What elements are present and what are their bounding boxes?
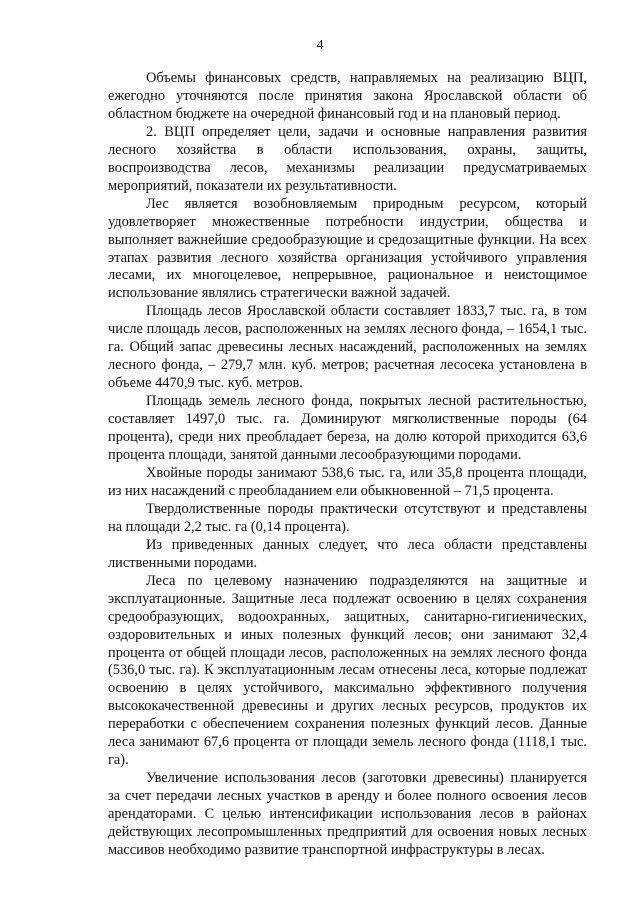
paragraph-usage-increase: Увеличение использования лесов (заготовки древесины) планируется за счет передачи лесных участков в аренду и более полного освоения лесов арендаторами. С целью интенсификации использования лесов в районах действующих лесопромышленных предприятий для освоения новых лесных массивов необходимо развитие транспортной инфраструктуры в лесах.: [108, 770, 587, 858]
paragraph-forest-fund-cover: Площадь земель лесного фонда, покрытых лесной растительностью, составляет 1497,0 тыс. га. Доминируют мягколиственные породы (64 процента), среди них преобладает береза, на долю которой приходится 63,6 процента площади, занятой данными лесообразующими породами.: [108, 393, 587, 464]
paragraph-forest-resource: Лес является возобновляемым природным ресурсом, который удовлетворяет множественные потребности индустрии, общества и выполняет важнейшие средообразующие и средозащитные функции. На всех этапах развития лесного хозяйства организация устойчивого управления лесами, их многоцелевое, непрерывное, рациональное и неистощимое использование являлись стратегически важной задачей.: [108, 195, 587, 302]
page-number: 4: [316, 38, 324, 53]
paragraph-conifers: Хвойные породы занимают 538,6 тыс. га, или 35,8 процента площади, из них насаждений с преобладанием ели обыкновенной – 71,5 процента.: [108, 464, 587, 499]
paragraph-forest-purpose: Леса по целевому назначению подразделяются на защитные и эксплуатационные. Защитные леса подлежат освоению в целях сохранения средообразующих, водоохранных, защитных, санитарно-гигиенических, оздоровительных и иных полезных функций лесов; они занимают 32,4 процента от общей площади лесов, расположенных на землях лесного фонда (536,0 тыс. га). К эксплуатационным лесам отнесены леса, которые подлежат освоению в целях устойчивого, максимально эффективного получения высококачественной древесины и других лесных ресурсов, продуктов их переработки с обеспечением сохранения полезных функций лесов. Данные леса занимают 67,6 процента от площади земель лесного фонда (1118,1 тыс. га).: [108, 572, 587, 769]
paragraph-forest-area: Площадь лесов Ярославской области составляет 1833,7 тыс. га, в том числе площадь лесов, расположенных на землях лесного фонда, – 1654,1 тыс. га. Общий запас древесины лесных насаждений, расположенных на землях лесного фонда, – 279,7 млн. куб. метров; расчетная лесосека установлена в объеме 4470,9 тыс. куб. метров.: [108, 303, 587, 392]
paragraph-conclusion: Из приведенных данных следует, что леса области представлены лиственными породами.: [108, 536, 587, 571]
paragraph-funding: Объемы финансовых средств, направляемых на реализацию ВЦП, ежегодно уточняются после принятия закона Ярославской области об областном бюджете на очередной финансовый год и на плановый период.: [108, 70, 587, 122]
paragraph-hardwoods: Твердолиственные породы практически отсутствуют и представлены на площади 2,2 тыс. га (0,14 процента).: [108, 500, 587, 535]
paragraph-goals: 2. ВЦП определяет цели, задачи и основные направления развития лесного хозяйства в области использования, охраны, защиты, воспроизводства лесов, механизмы реализации предусматриваемых мероприятий, показатели их результативности.: [108, 123, 587, 194]
body-text: [108, 70, 587, 860]
